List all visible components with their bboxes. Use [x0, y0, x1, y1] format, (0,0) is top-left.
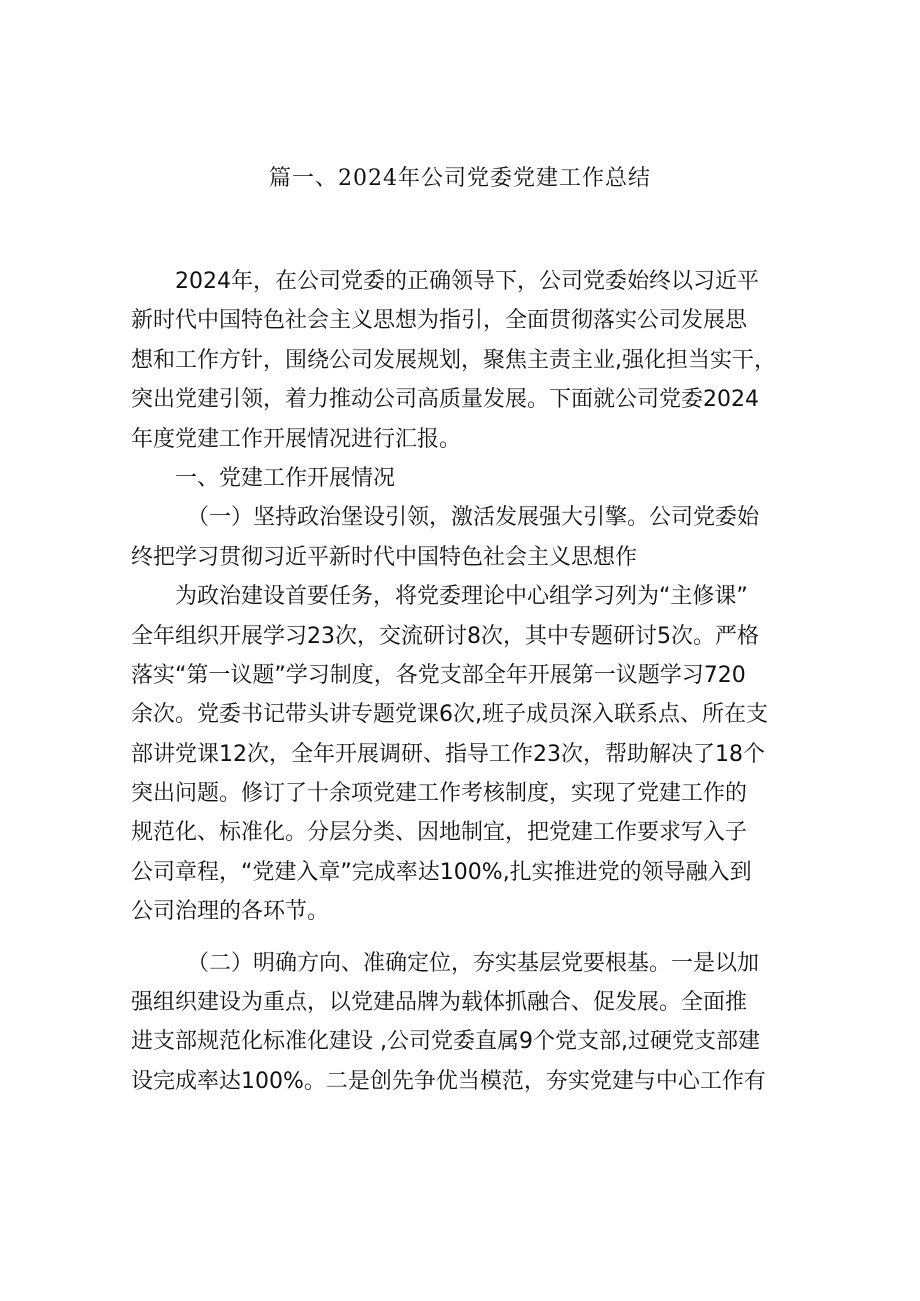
paragraph-line: 为政治建设首要任务，将党委理论中心组学习列为“主修课”: [175, 584, 748, 610]
paragraph-line: 突出问题。修订了十余项党建工作考核制度，实现了党建工作的: [131, 781, 748, 807]
paragraph-line: 2024年，在公司党委的正确领导下，公司党委始终以习近平: [175, 269, 759, 294]
paragraph-line: 落实“第一议题”学习制度，各党支部全年开展第一议题学习720: [131, 662, 746, 688]
paragraph-line: 年度党建工作开展情况进行汇报。: [131, 426, 462, 452]
paragraph-line: 公司治理的各环节。: [131, 899, 330, 925]
paragraph-line: 想和工作方针，围绕公司发展规划，聚焦主责主业,强化担当实干，: [131, 347, 776, 373]
paragraph-line: （二）明确方向、准确定位，夯实基层党要根基。一是以加: [187, 950, 760, 976]
paragraph-line: 强组织建设为重点，以党建品牌为载体抓融合、促发展。全面推: [131, 990, 748, 1016]
document-body: [131, 262, 796, 1101]
paragraph-line: 突出党建引领，着力推动公司高质量发展。下面就公司党委2024: [131, 387, 759, 413]
paragraph-line: （一）坚持政治堡设引领，激活发展强大引擎。公司党委始: [187, 505, 760, 531]
paragraph-line: 进支部规范化标准化建设 ,公司党委直属9个党支部,过硬党支部建: [131, 1029, 760, 1055]
paragraph-line: 终把学习贯彻习近平新时代中国特色社会主义思想作: [131, 544, 638, 570]
paragraph-line: 公司章程，“党建入章”完成率达100%,扎实推进党的领导融入到: [131, 859, 752, 885]
paragraph-line: 全年组织开展学习23次，交流研讨8次，其中专题研讨5次。严格: [131, 623, 759, 649]
section-heading: 一、党建工作开展情况: [175, 465, 396, 491]
paragraph-line: 余次。党委书记带头讲专题党课6次,班子成员深入联系点、所在支: [131, 702, 768, 728]
paragraph-line: 设完成率达100%。二是创先争优当模范，夯实党建与中心工作有: [131, 1068, 766, 1094]
paragraph-line: 部讲党课12次，全年开展调研、指导工作23次，帮助解决了18个: [131, 741, 765, 767]
paragraph-line: 新时代中国特色社会主义思想为指引，全面贯彻落实公司发展思: [131, 308, 748, 334]
document-title: 篇一、2024年公司党委党建工作总结: [269, 166, 651, 191]
paragraph-gap: [131, 932, 796, 944]
paragraph-line: 规范化、标准化。分层分类、因地制宜，把党建工作要求写入子: [131, 820, 748, 846]
